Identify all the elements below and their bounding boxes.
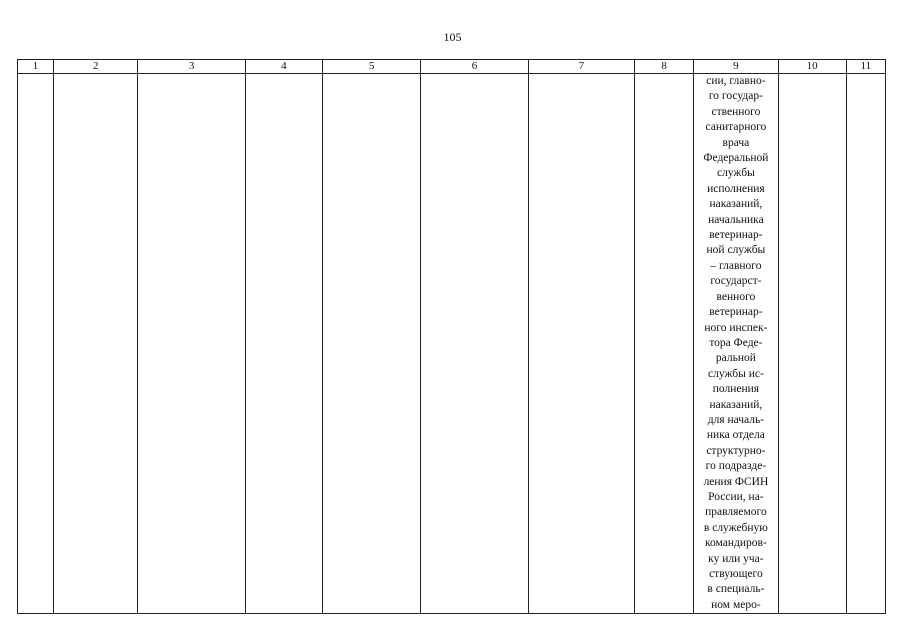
cell-text-line: наказаний,: [709, 198, 763, 211]
table-cell: [635, 74, 694, 614]
cell-text-line: ном меро-: [711, 598, 761, 611]
cell-text-line: командиров-: [705, 537, 767, 550]
column-header: 8: [635, 60, 694, 74]
table-cell: [245, 74, 322, 614]
column-header: 3: [138, 60, 245, 74]
cell-text-line: го государ-: [708, 90, 763, 103]
cell-text-line: ветеринар-: [709, 229, 763, 242]
cell-text-line: для началь-: [707, 413, 765, 426]
table-cell: [323, 74, 421, 614]
cell-text-line: ствующего: [709, 568, 763, 580]
column-header: 6: [421, 60, 528, 74]
table-cell: [138, 74, 245, 614]
cell-text-line: начальника: [708, 213, 764, 226]
table-cell: [846, 74, 885, 614]
cell-text-line: в специаль-: [707, 583, 765, 596]
table-cell: [778, 74, 846, 614]
cell-text-line: Федеральной: [703, 152, 769, 165]
cell-text-line: службы: [716, 167, 755, 180]
cell-text-line: санитарного: [705, 121, 767, 134]
cell-text-line: России, на-: [708, 490, 764, 503]
cell-text-line: наказаний,: [709, 398, 763, 411]
cell-text-line: исполнения: [707, 182, 765, 195]
cell-text-line: го подразде-: [705, 460, 767, 473]
cell-text-line: венного: [716, 290, 756, 303]
cell-text-line: ветеринар-: [709, 306, 763, 319]
cell-text-line: ления ФСИН: [703, 475, 769, 488]
cell-text-line: ника отдела: [706, 429, 765, 442]
cell-text-line: ного инспек-: [704, 321, 768, 334]
table-cell: [421, 74, 528, 614]
page-number: 105: [443, 30, 462, 44]
cell-text-line: врача: [722, 136, 750, 149]
table-row: [18, 74, 886, 614]
cell-text-line: ной службы: [706, 244, 766, 257]
table-cell: [18, 74, 54, 614]
table-cell: [528, 74, 634, 614]
cell-text-line: ственного: [711, 105, 761, 118]
column-header: 5: [323, 60, 421, 74]
column-9-cell: [694, 74, 778, 614]
column-header: 1: [18, 60, 54, 74]
cell-text-line: сии, главно-: [706, 75, 766, 87]
cell-text-line: государст-: [710, 275, 762, 288]
cell-text-line: ральной: [715, 352, 756, 365]
cell-text-line: правляемого: [705, 506, 767, 519]
document-table: [17, 59, 886, 614]
column-number-row: [18, 60, 886, 74]
cell-text-line: – главного: [710, 259, 762, 272]
cell-text-line: службы ис-: [708, 367, 764, 380]
column-header: 4: [245, 60, 322, 74]
column-header: 11: [846, 60, 885, 74]
cell-text-line: в служебную: [703, 521, 768, 534]
cell-text-line: тора Феде-: [709, 336, 763, 349]
cell-text-line: ку или уча-: [708, 552, 764, 565]
column-header: 2: [54, 60, 138, 74]
column-header: 10: [778, 60, 846, 74]
cell-text-line: полнения: [712, 383, 760, 396]
table-cell: [54, 74, 138, 614]
column-header: 7: [528, 60, 634, 74]
column-header: 9: [694, 60, 778, 74]
cell-text-line: структурно-: [706, 444, 766, 457]
